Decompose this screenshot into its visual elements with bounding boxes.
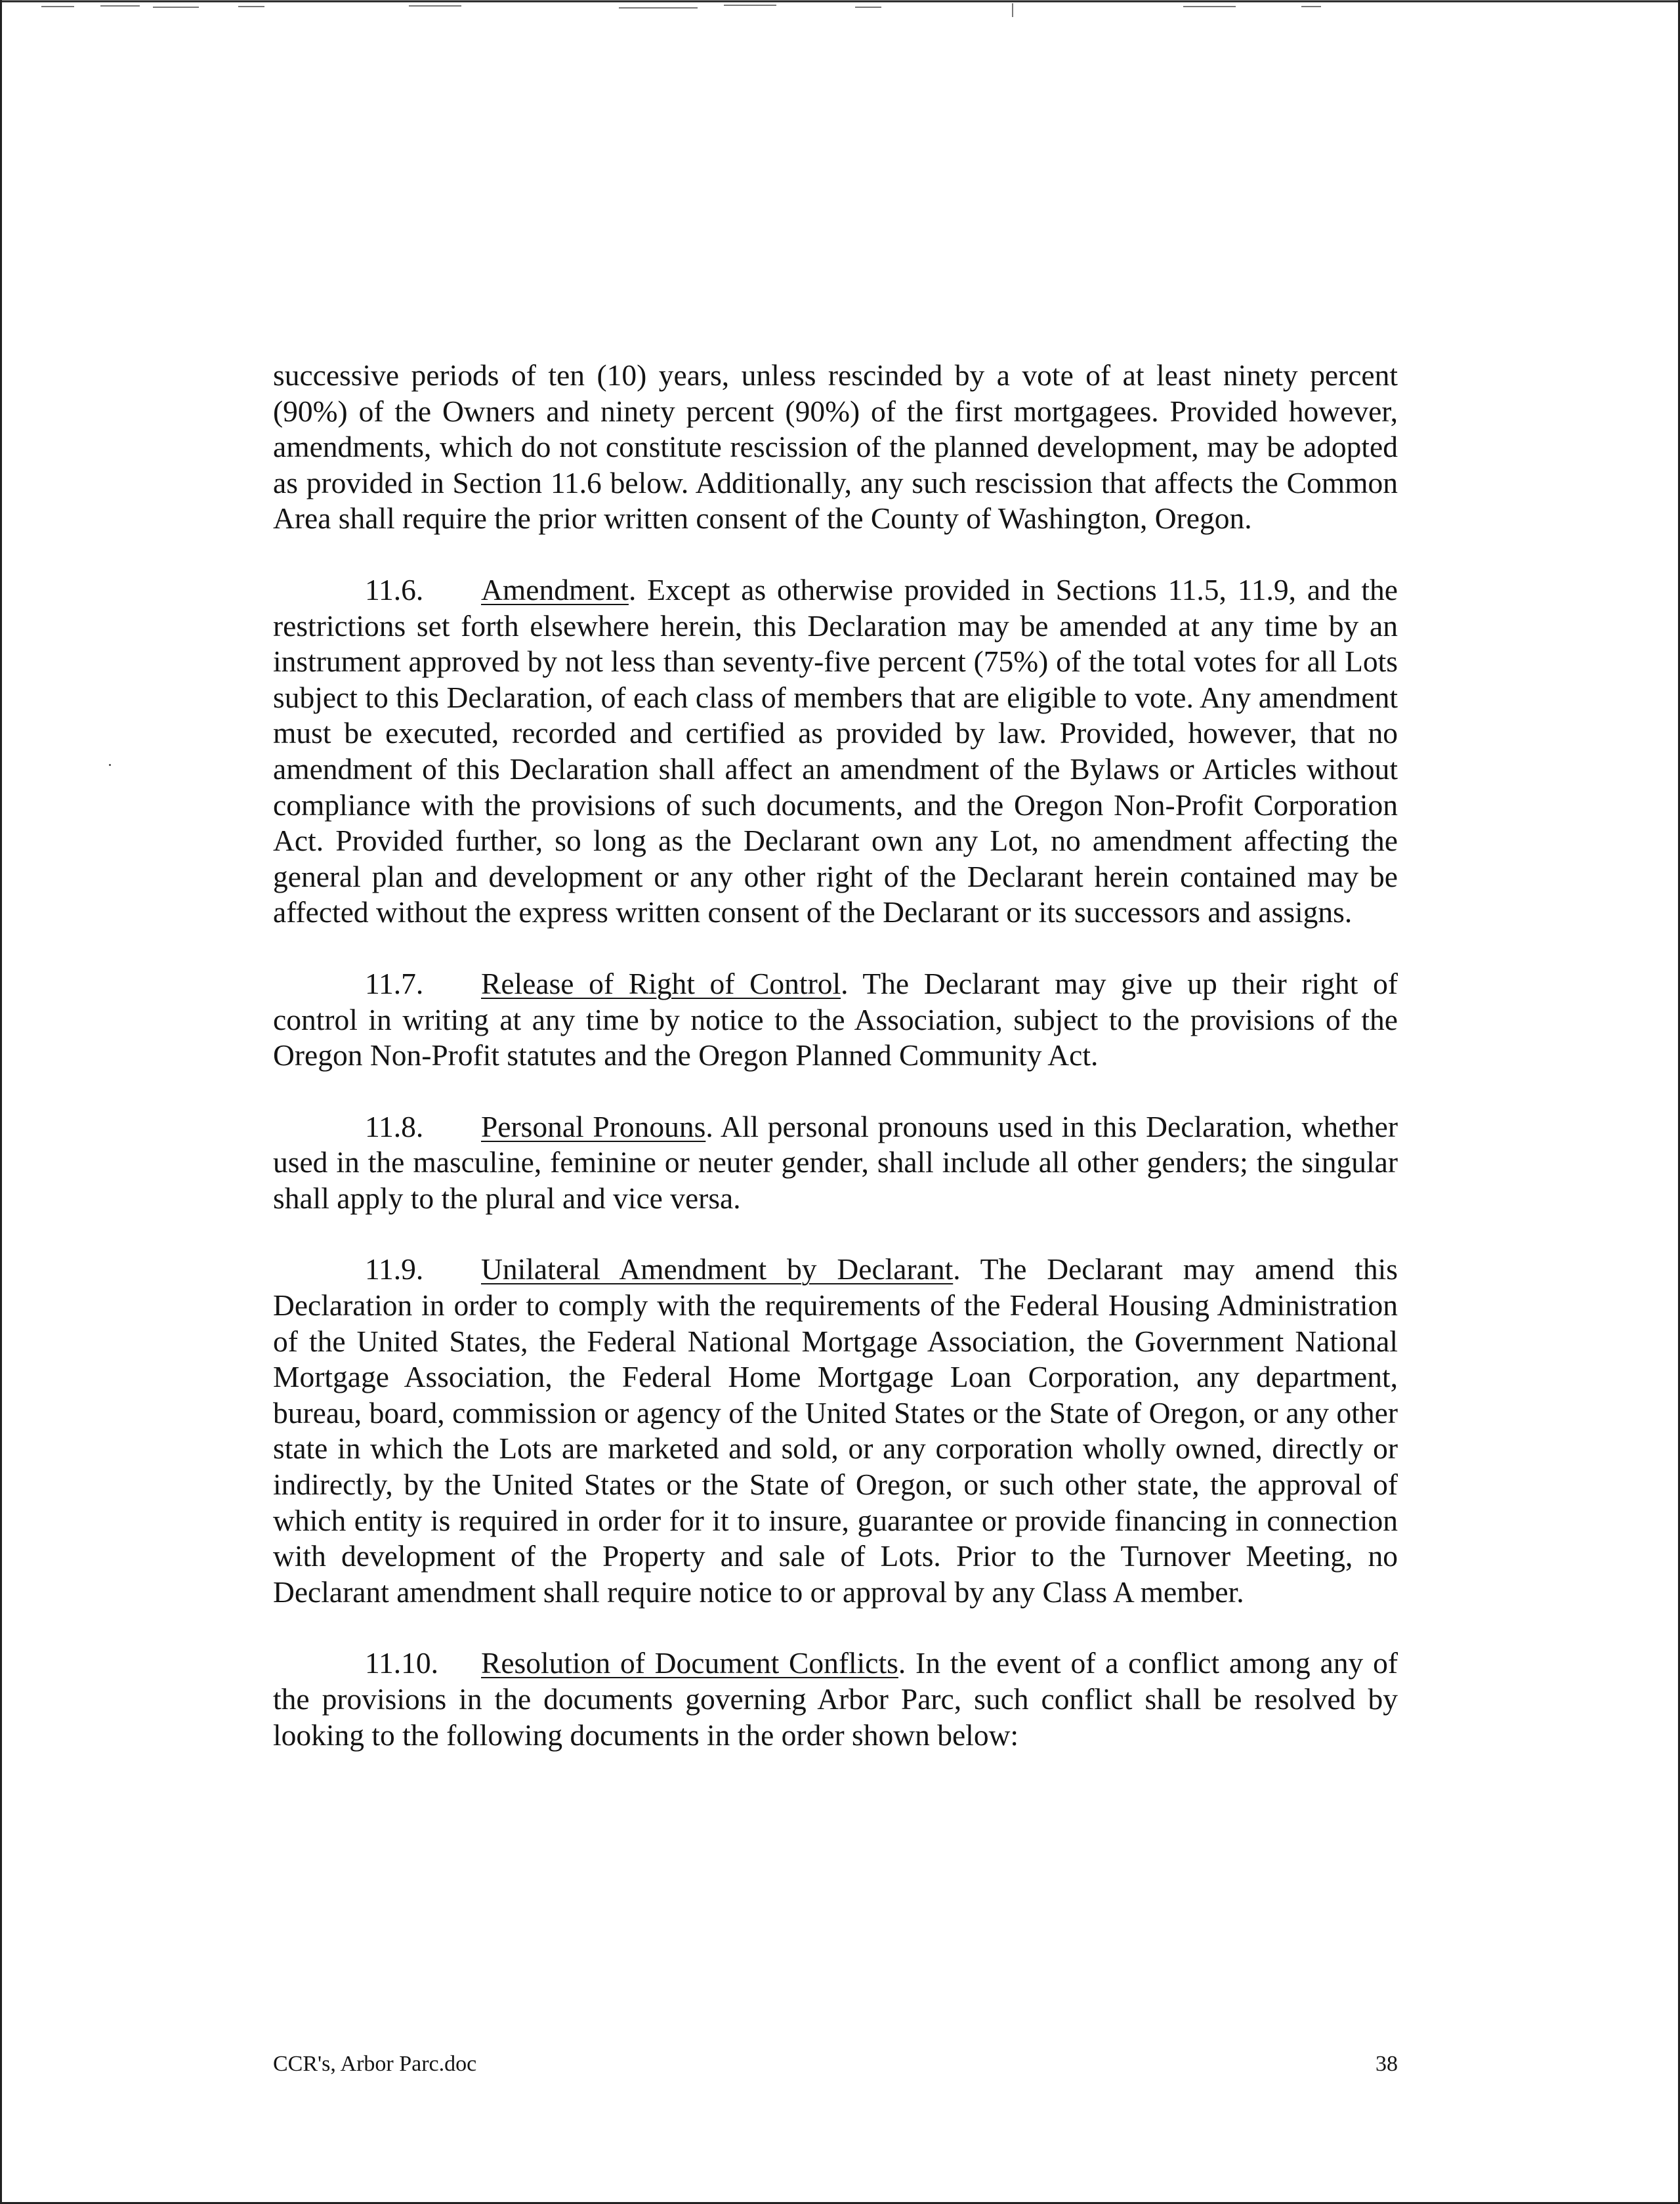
scan-artifact-top-edge bbox=[2, 0, 1680, 20]
section-number: 11.7. bbox=[365, 966, 424, 1000]
section-heading: Personal Pronouns bbox=[481, 1109, 706, 1143]
section-heading: Unilateral Amendment by Declarant bbox=[481, 1252, 954, 1286]
section-heading: Release of Right of Control bbox=[481, 966, 841, 1000]
scan-speck bbox=[109, 764, 111, 766]
section-heading: Amendment bbox=[481, 572, 629, 606]
section-number: 11.6. bbox=[365, 572, 424, 606]
section-text: . The Declarant may give up their right of control in writing at any time by notice to the Association, subject to the provisions of the Oregon Non-Profit statutes and the Oregon Planned Community Act. bbox=[273, 966, 1398, 1072]
section-text: . The Declarant may amend this Declaration in order to comply with the requirements of the Federal Housing Administration of the United States, the Federal National Mortgage Association, the Government National Mortgage Association, the Federal Home Mortgage Loan Corporation, any department, bureau, board, commission or agency of the United States or the State of Oregon, or any other state in which the Lots are marketed and sold, or any corporation wholly owned, directly or indirectly, by the United States or the State of Oregon, or such other state, the approval of which entity is required in order for it to insure, guarantee or provide financing in connection with development of the Property and sale of Lots. Prior to the Turnover Meeting, no Declarant amendment shall require notice to or approval by any Class A member. bbox=[273, 1252, 1398, 1609]
footer-filename: CCR's, Arbor Parc.doc bbox=[273, 2052, 477, 2076]
section-11-7 bbox=[273, 966, 1398, 1074]
section-heading: Resolution of Document Conflicts bbox=[481, 1646, 898, 1680]
paragraph-text: successive periods of ten (10) years, unless rescinded by a vote of at least ninety percent (90%) of the Owners and ninety percent (90%) of the first mortgagees. Provided however, amendments, which do not constitute rescission of the planned development, may be adopted as provided in Section 11.6 below. Additionally, any such rescission that affects the Common Area shall require the prior written consent of the County of Washington, Oregon. bbox=[273, 358, 1398, 536]
section-number: 11.8. bbox=[365, 1109, 424, 1143]
section-text: . All personal pronouns used in this Declaration, whether used in the masculine, feminine or neuter gender, shall include all other genders; the singular shall apply to the plural and vice versa. bbox=[273, 1109, 1398, 1215]
document-body bbox=[273, 358, 1398, 1789]
section-11-10 bbox=[273, 1645, 1398, 1753]
section-text: . Except as otherwise provided in Sections 11.5, 11.9, and the restrictions set forth elsewhere herein, this Declaration may be amended at any time by an instrument approved by not less than seventy-five percent (75%) of the total votes for all Lots subject to this Declaration, of each class of members that are eligible to vote. Any amendment must be executed, recorded and certified as provided by law. Provided, however, that no amendment of this Declaration shall affect an amendment of the Bylaws or Articles without compliance with the provisions of such documents, and the Oregon Non-Profit Corporation Act. Provided further, so long as the Declarant own any Lot, no amendment affecting the general plan and development or any other right of the Declarant herein contained may be affected without the express written consent of the Declarant or its successors and assigns. bbox=[273, 572, 1398, 929]
section-number: 11.9. bbox=[365, 1252, 424, 1286]
section-11-8 bbox=[273, 1109, 1398, 1217]
section-11-9 bbox=[273, 1252, 1398, 1610]
paragraph-continuation bbox=[273, 358, 1398, 537]
section-number: 11.10. bbox=[365, 1646, 439, 1680]
section-text: . In the event of a conflict among any of the provisions in the documents governing Arbor Parc, such conflict shall be resolved by looking to the following documents in the order shown below: bbox=[273, 1646, 1398, 1752]
section-11-6 bbox=[273, 572, 1398, 931]
footer-page-number: 38 bbox=[1376, 2052, 1398, 2076]
